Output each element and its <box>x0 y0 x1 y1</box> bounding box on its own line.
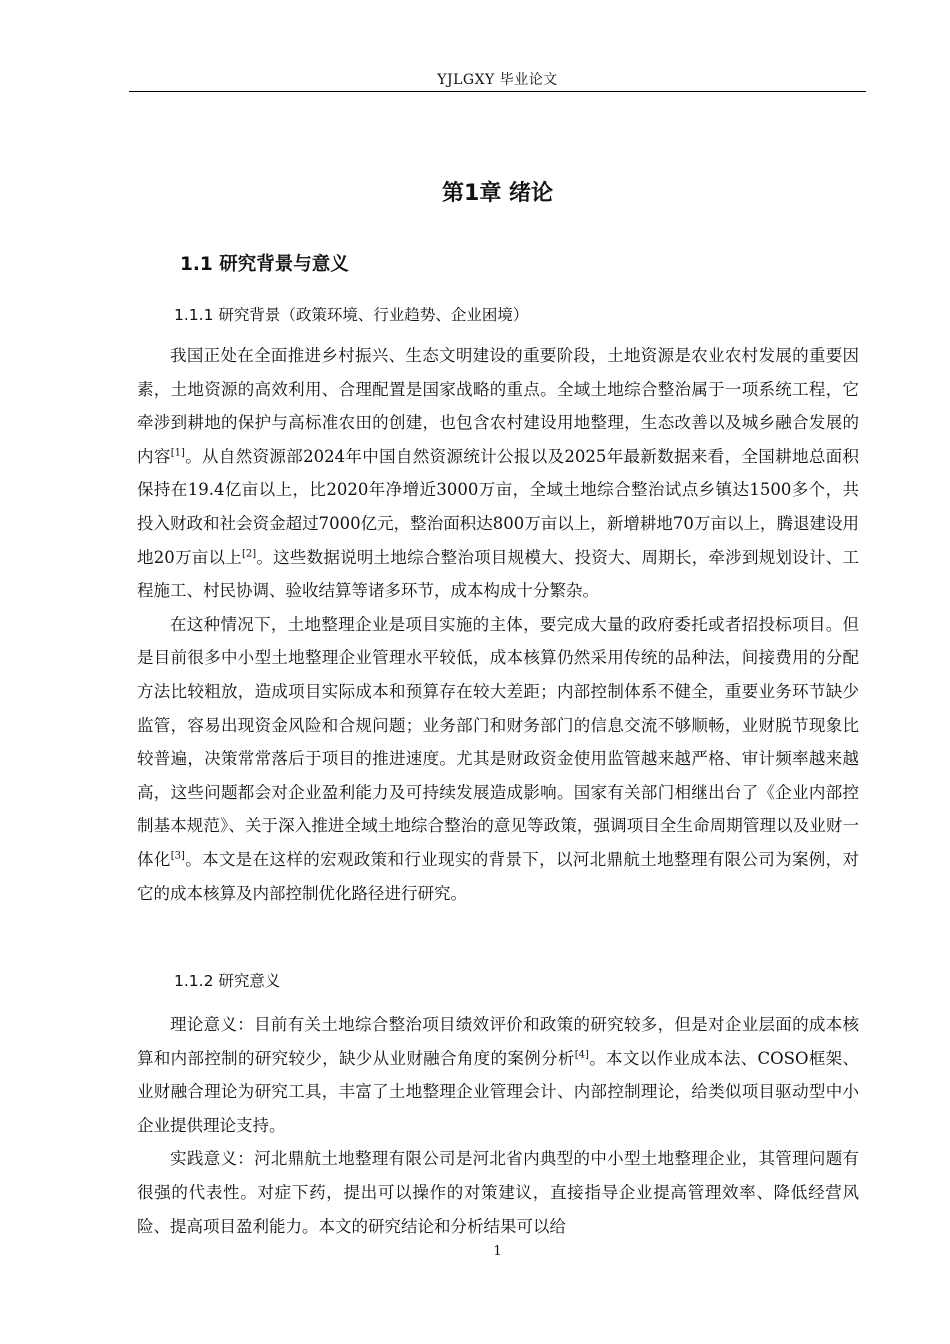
text-run: 。本文是在这样的宏观政策和行业现实的背景下，以河北鼎航土地整理有限公司为案例，对它的成本核算及内部控制优化路径进行研究。 <box>137 849 860 903</box>
text-run: 在这种情况下，土地整理企业是项目实施的主体，要完成大量的政府委托或者招投标项目。但是目前很多中小型土地整理企业管理水平较低，成本核算仍然采用传统的品种法，间接费用的分配方法比较粗放，造成项目实际成本和预算存在较大差距；内部控制体系不健全，重要业务环节缺少监管，容易出现资金风险和合规问题；业务部门和财务部门的信息交流不够顺畅，业财脱节现象比较普遍，决策常常落后于项目的推进速度。尤其是财政资金使用监管越来越严格、审计频率越来越高，这些问题都会对企业盈利能力及可持续发展造成影响。国家有关部门相继出台了《企业内部控制基本规范》、关于深入推进全域土地综合整治的意见等政策，强调项目全生命周期管理以及业财一体化 <box>137 614 859 869</box>
text-run: 理论意义：目前有关土地综合整治项目绩效评价和政策的研究较多，但是对企业层面的成本核算和内部控制的研究较少，缺少从业财融合角度的案例分析 <box>137 1015 859 1068</box>
text-run: 。本文以作业成本法、COSO框架、业财融合理论为研究工具，丰富了土地整理企业管理会计、内部控制理论，给类似项目驱动型中小企业提供理论支持。 <box>137 1048 860 1135</box>
paragraph-background-2 <box>137 608 859 910</box>
chapter-title: 第1章 绪论 <box>442 181 553 206</box>
paragraph-background-1 <box>137 339 859 608</box>
page-number: 1 <box>493 1244 502 1259</box>
text-run: 我国正处在全面推进乡村振兴、生态文明建设的重要阶段，土地资源是农业农村发展的重要因素，土地资源的高效利用、合理配置是国家战略的重点。全域土地综合整治属于一项系统工程，它牵涉到耕地的保护与高标准农田的创建，也包含农村建设用地整理，生态改善以及城乡融合发展的内容 <box>137 346 859 466</box>
citation-ref: [3] <box>170 850 185 862</box>
subsection-title-significance: 1.1.2 研究意义 <box>174 972 281 990</box>
paragraph-theoretical-significance <box>137 1008 859 1142</box>
text-run: 实践意义：河北鼎航土地整理有限公司是河北省内典型的中小型土地整理企业，其管理问题有很强的代表性。对症下药，提出可以操作的对策建议，直接指导企业提高管理效率、降低经营风险、提高项目盈利能力。本文的研究结论和分析结果可以给 <box>137 1149 859 1236</box>
paragraph-practical-significance <box>137 1142 859 1243</box>
running-header: YJLGXY 毕业论文 <box>437 72 558 88</box>
header-rule <box>129 91 866 92</box>
subsection-title-background: 1.1.1 研究背景（政策环境、行业趋势、企业困境） <box>174 306 529 324</box>
significance-body <box>137 1008 859 1243</box>
citation-ref: [2] <box>241 548 257 560</box>
text-run: 。这些数据说明土地综合整治项目规模大、投资大、周期长，牵涉到规划设计、工程施工、村民协调、验收结算等诸多环节，成本构成十分繁杂。 <box>137 547 860 601</box>
citation-ref: [4] <box>574 1049 589 1061</box>
section-title: 1.1 研究背景与意义 <box>180 254 349 275</box>
citation-ref: [1] <box>170 447 185 459</box>
text-run: 。从自然资源部2024年中国自然资源统计公报以及2025年最新数据来看，全国耕地总面积保持在19.4亿亩以上，比2020年净增近3000万亩，全域土地综合整治试点乡镇达1500多个，共投入财政和社会资金超过7000亿元，整治面积达800万亩以上，新增耕地70万亩以上，腾退建设用地20万亩以上 <box>137 446 860 567</box>
background-body <box>137 339 859 910</box>
